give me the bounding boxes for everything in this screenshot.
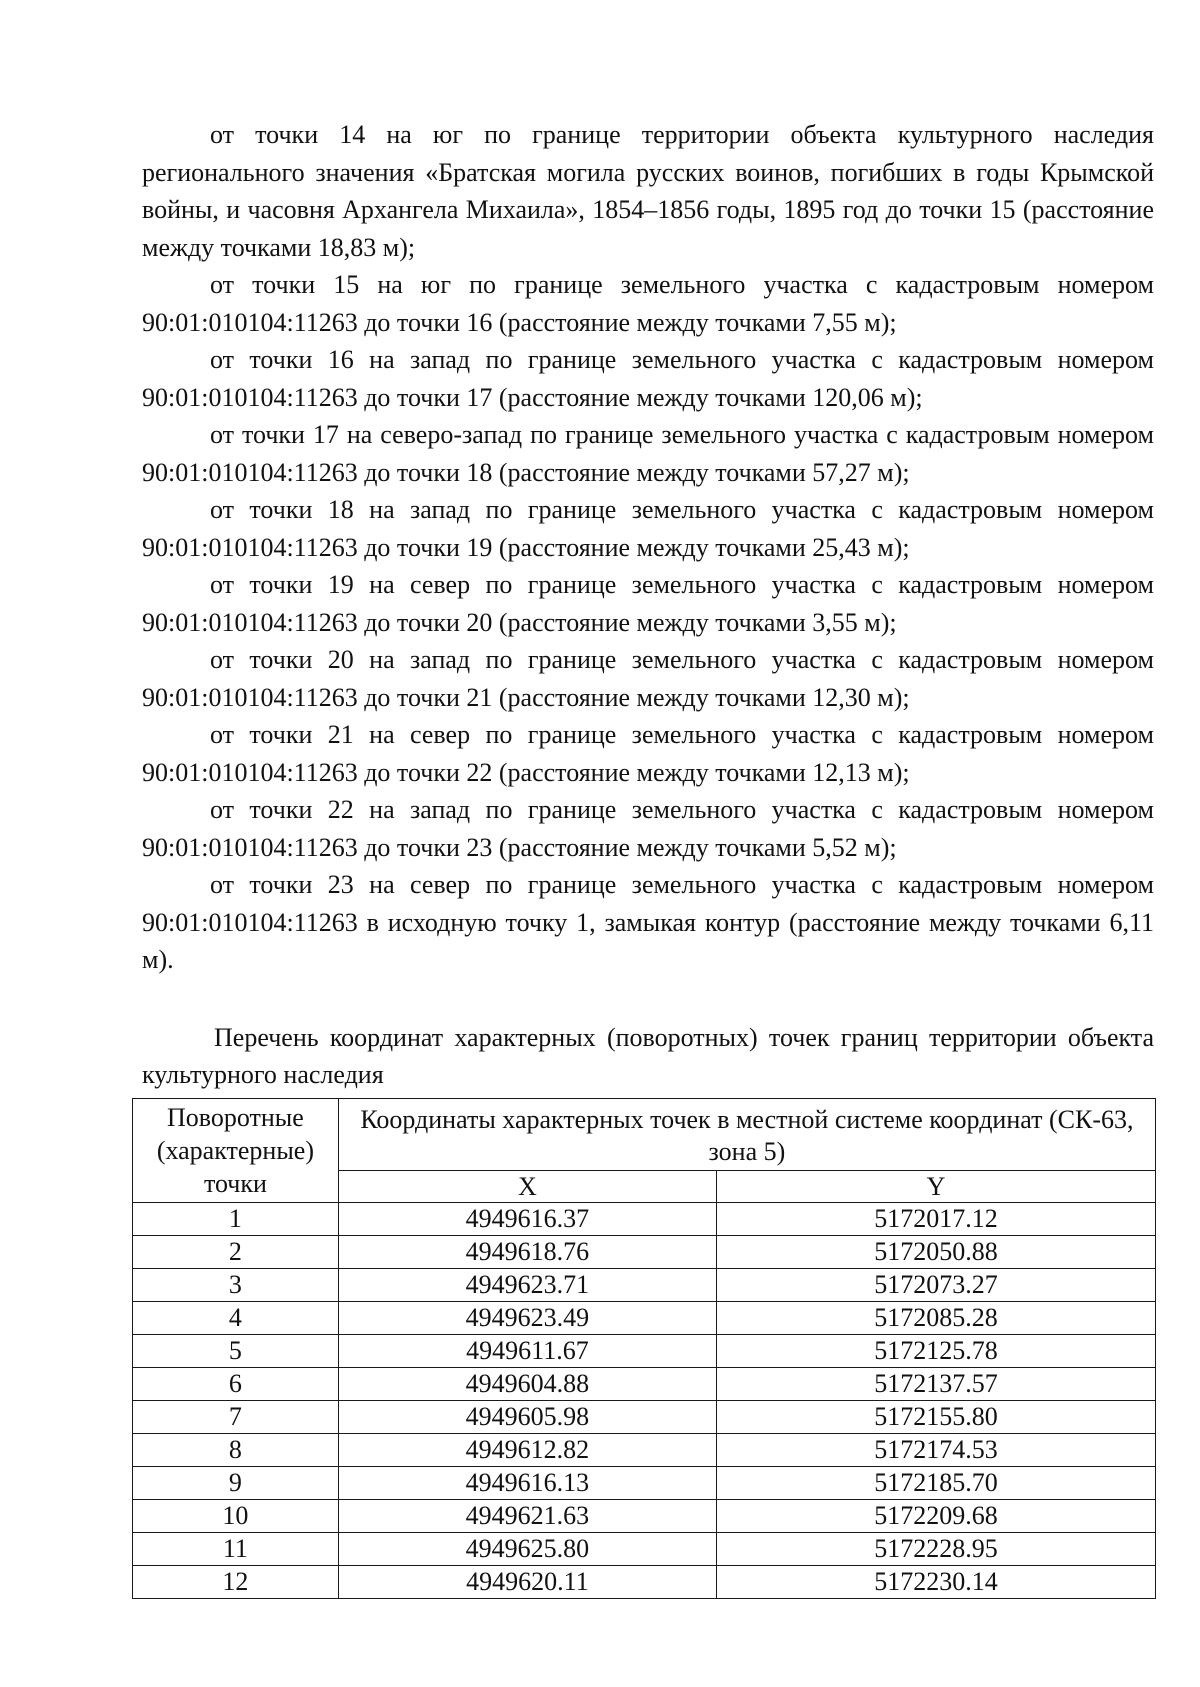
cell-point-number: 2	[133, 1236, 339, 1269]
cell-point-number: 9	[133, 1467, 339, 1500]
table-row	[133, 1566, 1156, 1599]
cell-point-number: 8	[133, 1434, 339, 1467]
cell-point-number: 12	[133, 1566, 339, 1599]
cell-y: 5172085.28	[717, 1302, 1156, 1335]
cell-x: 4949605.98	[338, 1401, 716, 1434]
header-x: X	[338, 1171, 716, 1203]
cell-y: 5172017.12	[717, 1203, 1156, 1236]
cell-y: 5172209.68	[717, 1500, 1156, 1533]
cell-point-number: 3	[133, 1269, 339, 1302]
table-row	[133, 1401, 1156, 1434]
table-header-row	[133, 1099, 1156, 1171]
paragraph-point-18: от точки 18 на запад по границе земельного участка с кадастровым номером 90:01:010104:11263 до точки 19 (расстояние между точками 25,43 м);	[142, 495, 1154, 562]
cell-x: 4949612.82	[338, 1434, 716, 1467]
paragraph-point-17: от точки 17 на северо-запад по границе земельного участка с кадастровым номером 90:01:010104:11263 до точки 18 (расстояние между точками 57,27 м);	[142, 420, 1154, 487]
table-row	[133, 1434, 1156, 1467]
cell-y: 5172228.95	[717, 1533, 1156, 1566]
table-row	[133, 1533, 1156, 1566]
paragraph-point-19: от точки 19 на север по границе земельного участка с кадастровым номером 90:01:010104:11263 до точки 20 (расстояние между точками 3,55 м);	[142, 570, 1154, 637]
cell-y: 5172125.78	[717, 1335, 1156, 1368]
cell-point-number: 7	[133, 1401, 339, 1434]
table-row	[133, 1368, 1156, 1401]
cell-point-number: 5	[133, 1335, 339, 1368]
header-y: Y	[717, 1171, 1156, 1203]
cell-x: 4949625.80	[338, 1533, 716, 1566]
cell-y: 5172185.70	[717, 1467, 1156, 1500]
table-row	[133, 1500, 1156, 1533]
table-row	[133, 1236, 1156, 1269]
table-row	[133, 1335, 1156, 1368]
cell-point-number: 11	[133, 1533, 339, 1566]
cell-point-number: 10	[133, 1500, 339, 1533]
cell-y: 5172073.27	[717, 1269, 1156, 1302]
coordinates-list-title: Перечень координат характерных (поворотных) точек границ территории объекта культурного наследия	[142, 1023, 1154, 1089]
table-row	[133, 1203, 1156, 1236]
cell-x: 4949623.49	[338, 1302, 716, 1335]
cell-point-number: 6	[133, 1368, 339, 1401]
header-points: Поворотные (характерные) точки	[133, 1099, 339, 1203]
cell-y: 5172155.80	[717, 1401, 1156, 1434]
cell-y: 5172230.14	[717, 1566, 1156, 1599]
table-row	[133, 1467, 1156, 1500]
table-row	[133, 1302, 1156, 1335]
paragraph-point-23: от точки 23 на север по границе земельного участка с кадастровым номером 90:01:010104:11263 в исходную точку 1, замыкая контур (расстояние между точками 6,11 м).	[142, 870, 1154, 974]
paragraph-point-21: от точки 21 на север по границе земельного участка с кадастровым номером 90:01:010104:11263 до точки 22 (расстояние между точками 12,13 м);	[142, 720, 1154, 787]
cell-x: 4949618.76	[338, 1236, 716, 1269]
paragraph-point-16: от точки 16 на запад по границе земельного участка с кадастровым номером 90:01:010104:11263 до точки 17 (расстояние между точками 120,06 м);	[142, 345, 1154, 412]
cell-x: 4949611.67	[338, 1335, 716, 1368]
cell-x: 4949621.63	[338, 1500, 716, 1533]
cell-y: 5172137.57	[717, 1368, 1156, 1401]
paragraph-point-14: от точки 14 на юг по границе территории объекта культурного наследия регионального значения «Братская могила русских воинов, погибших в годы Крымской войны, и часовня Архангела Михаила», 1854–1856 годы, 1895 год до точки 15 (расстояние между точками 18,83 м);	[142, 120, 1154, 262]
cell-x: 4949620.11	[338, 1566, 716, 1599]
cell-x: 4949623.71	[338, 1269, 716, 1302]
paragraph-point-15: от точки 15 на юг по границе земельного участка с кадастровым номером 90:01:010104:11263 до точки 16 (расстояние между точками 7,55 м);	[142, 270, 1154, 337]
cell-y: 5172174.53	[717, 1434, 1156, 1467]
cell-point-number: 4	[133, 1302, 339, 1335]
cell-point-number: 1	[133, 1203, 339, 1236]
paragraph-point-22: от точки 22 на запад по границе земельного участка с кадастровым номером 90:01:010104:11263 до точки 23 (расстояние между точками 5,52 м);	[142, 795, 1154, 862]
cell-y: 5172050.88	[717, 1236, 1156, 1269]
cell-x: 4949616.13	[338, 1467, 716, 1500]
paragraph-point-20: от точки 20 на запад по границе земельного участка с кадастровым номером 90:01:010104:11263 до точки 21 (расстояние между точками 12,30 м);	[142, 645, 1154, 712]
header-coordinate-system: Координаты характерных точек в местной системе координат (СК-63, зона 5)	[338, 1099, 1155, 1171]
cell-x: 4949604.88	[338, 1368, 716, 1401]
coordinates-table	[132, 1098, 1156, 1599]
table-row	[133, 1269, 1156, 1302]
cell-x: 4949616.37	[338, 1203, 716, 1236]
boundary-description	[142, 116, 1154, 979]
